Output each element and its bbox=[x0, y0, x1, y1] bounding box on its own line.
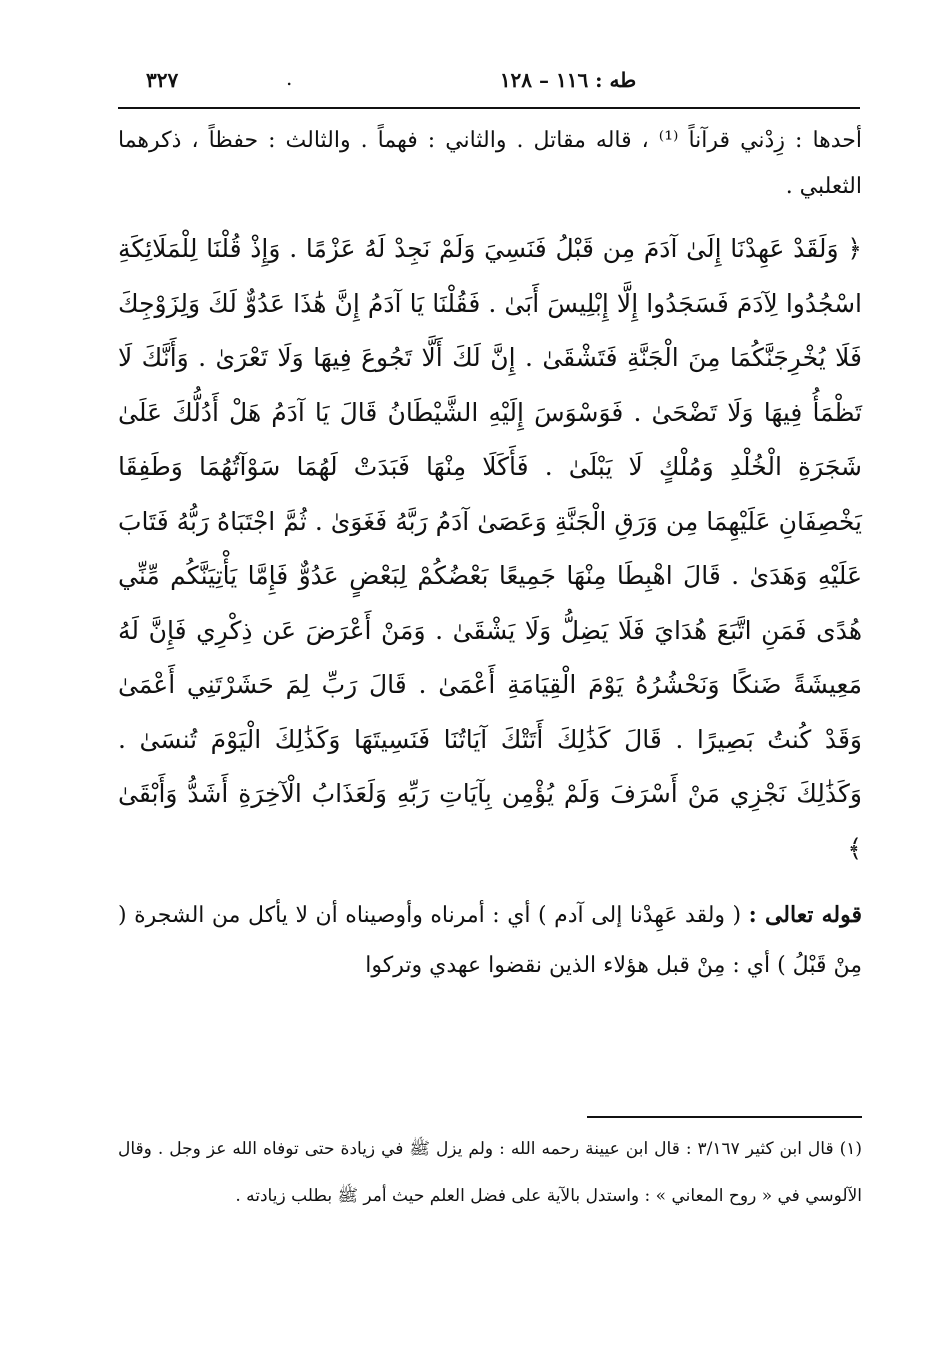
commentary-text: ( ولقد عَهِدْنا إلى آدم ) أي : أمرناه وأوصيناه أن لا يأكل من الشجرة ( مِنْ قَبْلُ ) أي : مِنْ قبل هؤلاء الذين نقضوا عهدي وتركوا bbox=[118, 903, 862, 978]
commentary-paragraph bbox=[118, 890, 862, 991]
footnote: (١) قال ابن كثير ٣/١٦٧ : قال ابن عيينة رحمه الله : ولم يزل ﷺ في زيادة حتى توفاه الله عز وجل . وقال الآلوسي في « روح المعاني » : واستدل بالآية على فضل العلم حيث أمر ﷺ بطلب زيادته . bbox=[118, 1139, 862, 1206]
page-header bbox=[118, 62, 858, 102]
quran-verse-block: ﴿ وَلَقَدْ عَهِدْنَا إِلَىٰ آدَمَ مِن قَبْلُ فَنَسِيَ وَلَمْ نَجِدْ لَهُ عَزْمًا . وَإِذْ قُلْنَا لِلْمَلَائِكَةِ اسْجُدُوا لِآدَمَ فَسَجَدُوا إِلَّا إِبْلِيسَ أَبَىٰ . فَقُلْنَا يَا آدَمُ إِنَّ هَٰذَا عَدُوٌّ لَكَ وَلِزَوْجِكَ فَلَا يُخْرِجَنَّكُمَا مِنَ الْجَنَّةِ فَتَشْقَىٰ . إِنَّ لَكَ أَلَّا تَجُوعَ فِيهَا وَلَا تَعْرَىٰ . وَأَنَّكَ لَا تَظْمَأُ فِيهَا وَلَا تَضْحَىٰ . فَوَسْوَسَ إِلَيْهِ الشَّيْطَانُ قَالَ يَا آدَمُ هَلْ أَدُلُّكَ عَلَىٰ شَجَرَةِ الْخُلْدِ وَمُلْكٍ لَا يَبْلَىٰ . فَأَكَلَا مِنْهَا فَبَدَتْ لَهُمَا سَوْآتُهُمَا وَطَفِقَا يَخْصِفَانِ عَلَيْهِمَا مِن وَرَقِ الْجَنَّةِ وَعَصَىٰ آدَمُ رَبَّهُ فَغَوَىٰ . ثُمَّ اجْتَبَاهُ رَبُّهُ فَتَابَ عَلَيْهِ وَهَدَىٰ . قَالَ اهْبِطَا مِنْهَا جَمِيعًا بَعْضُكُمْ لِبَعْضٍ عَدُوٌّ فَإِمَّا يَأْتِيَنَّكُم مِّنِّي هُدًى فَمَنِ اتَّبَعَ هُدَايَ فَلَا يَضِلُّ وَلَا يَشْقَىٰ . وَمَنْ أَعْرَضَ عَن ذِكْرِي فَإِنَّ لَهُ مَعِيشَةً ضَنكًا وَنَحْشُرُهُ يَوْمَ الْقِيَامَةِ أَعْمَىٰ . قَالَ رَبِّ لِمَ حَشَرْتَنِي أَعْمَىٰ وَقَدْ كُنتُ بَصِيرًا . قَالَ كَذَٰلِكَ أَتَتْكَ آيَاتُنَا فَنَسِيتَهَا وَكَذَٰلِكَ الْيَوْمَ تُنسَىٰ . وَكَذَٰلِكَ نَجْزِي مَنْ أَسْرَفَ وَلَمْ يُؤْمِن بِآيَاتِ رَبِّهِ وَلَعَذَابُ الْآخِرَةِ أَشَدُّ وَأَبْقَىٰ ﴾ bbox=[118, 234, 862, 863]
main-text bbox=[118, 118, 862, 991]
page-number: ٣٢٧ bbox=[146, 68, 179, 92]
commentary-label: قوله تعالى : bbox=[748, 902, 862, 928]
footnote-rule bbox=[587, 1116, 862, 1118]
header-separator: . bbox=[286, 66, 293, 90]
running-head: طه : ١١٦ – ١٢٨ bbox=[499, 68, 637, 92]
intro-paragraph: أحدها : زِدْني قرآناً ⁽¹⁾ ، قاله مقاتل . والثاني : فهماً . والثالث : حفظاً ، ذكرهما الثعلبي . bbox=[118, 128, 863, 199]
header-rule bbox=[118, 107, 860, 109]
